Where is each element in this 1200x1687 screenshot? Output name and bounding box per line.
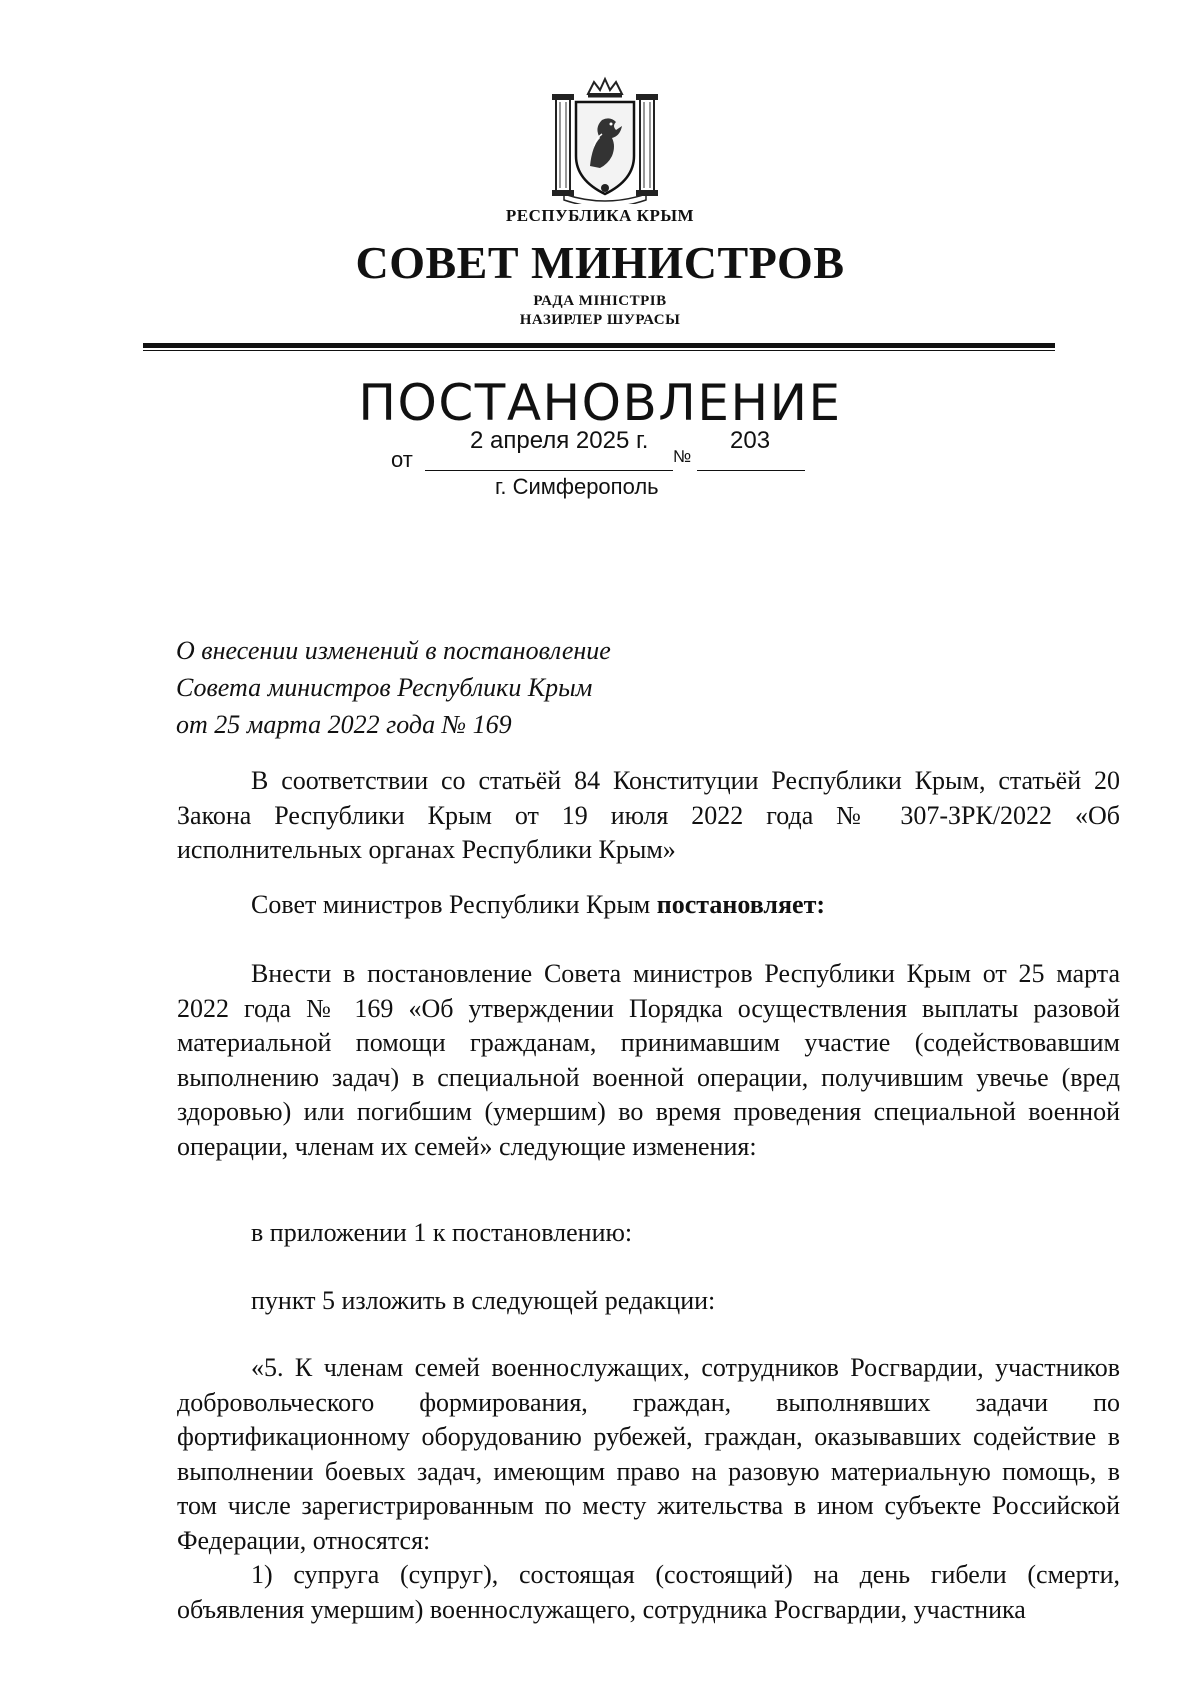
decree-number: 203 (730, 427, 771, 454)
council-name: СОВЕТ МИНИСТРОВ (355, 237, 845, 288)
coat-of-arms-emblem (550, 76, 660, 204)
resolution-paragraph (177, 888, 1120, 923)
clause-5-paragraph: «5. К членам семей военнослужащих, сотрудников Росгвардии, участников добровольческого формирования, граждан, выполнявших задачи по фортификационному оборудованию рубежей, граждан, оказывавших содействие в выполнении боевых задач, имеющим право на разовую материальную помощь, в том числе зарегистрированным по месту жительства в ином субъекте Российской Федерации, относятся: (177, 1353, 1120, 1555)
subject-line: О внесении изменений в постановление (176, 636, 611, 665)
date-underline (425, 470, 673, 471)
decree-date: 2 апреля 2025 г. (470, 427, 649, 454)
subject-line: от 25 марта 2022 года № 169 (176, 710, 512, 739)
number-underline (697, 470, 805, 471)
decree-subject (176, 632, 876, 743)
number-label: № (673, 447, 692, 466)
document-type-title: ПОСТАНОВЛЕНИЕ (358, 374, 842, 432)
council-name-ukrainian: РАДА МІНІСТРІВ (533, 293, 667, 309)
clause-paragraph: пункт 5 изложить в следующей редакции: (251, 1286, 716, 1315)
resolution-verb: постановляет: (656, 890, 826, 919)
resolution-text: Совет министров Республики Крым (251, 890, 657, 919)
republic-name: РЕСПУБЛИКА КРЫМ (505, 206, 695, 225)
council-name-crimean-tatar: НАЗИРЛЕР ШУРАСЫ (519, 312, 681, 328)
amendment-paragraph: Внести в постановление Совета министров Республики Крым от 25 марта 2022 года № 169 «Об утверждении Порядка осуществления выплаты разовой материальной помощи гражданам, принимавшим участие (содействовавшим выполнению задач) в специальной военной операции, получившим увечье (вред здоровью) или погибшим (умершим) во время проведения специальной военной операции, членам их семей» следующие изменения: (177, 959, 1120, 1161)
header-divider-thin (143, 350, 1055, 351)
decree-city: г. Симферополь (495, 474, 659, 499)
annex-paragraph: в приложении 1 к постановлению: (251, 1218, 633, 1247)
header-divider-thick (143, 343, 1055, 348)
subject-line: Совета министров Республики Крым (176, 673, 593, 702)
preamble-paragraph: В соответствии со статьёй 84 Конституции Республики Крым, статьёй 20 Закона Республики Крым от 19 июля 2022 года № 307-ЗРК/2022 «Об исполнительных органах Республики Крым» (177, 766, 1120, 864)
clause-5-item-1: 1) супруга (супруг), состоящая (состоящий) на день гибели (смерти, объявления умершим) военнослужащего, сотрудника Росгвардии, участника (177, 1560, 1120, 1624)
date-label: от (391, 447, 413, 472)
